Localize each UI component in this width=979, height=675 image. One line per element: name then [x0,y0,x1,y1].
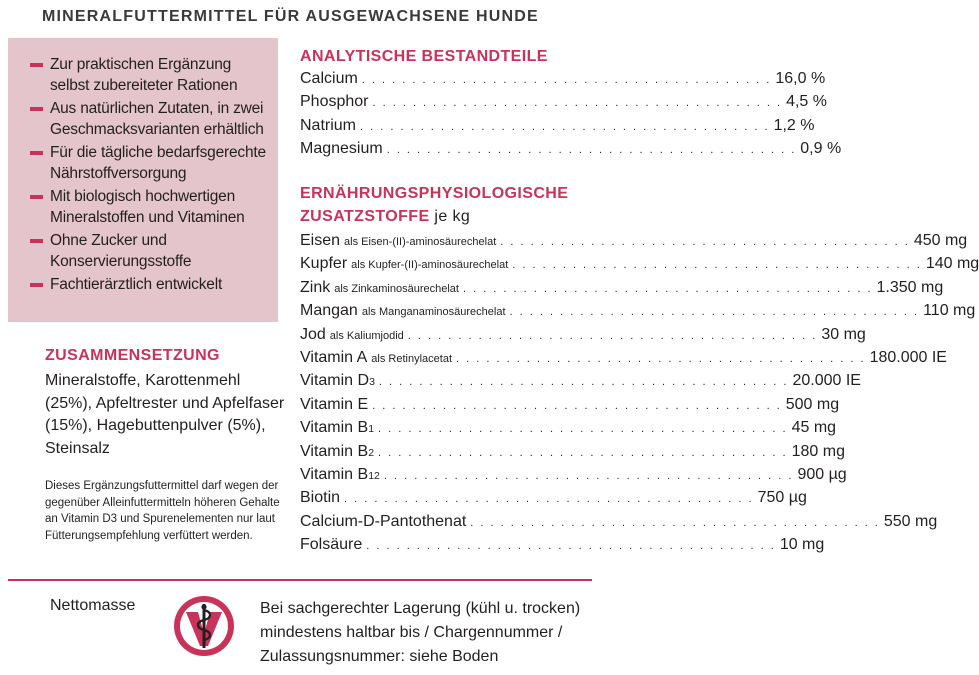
row-label [300,255,508,273]
row-label [300,489,340,507]
dot-leader: . . . . . . . . . . . . . . . . . . . . . . . . . . . . . . . . . . . . . . . . . [378,423,788,436]
row-source: als Kaliumjodid [329,329,404,342]
table-row [300,93,827,116]
additives-heading-line1: ERNÄHRUNGSPHYSIOLOGISCHE [300,185,569,202]
row-label-text: Biotin [300,489,341,507]
dot-leader: . . . . . . . . . . . . . . . . . . . . . . . . . . . . . . . . . . . . . . . . . [372,399,782,412]
dot-leader: . . . . . . . . . . . . . . . . . . . . . . . . . . . . . . . . . . . . . . . . . [456,352,866,365]
bullet-dash-icon [30,239,43,243]
page-title: MINERALFUTTERMITTEL FÜR AUSGEWACHSENE HUNDE [42,8,539,25]
row-value: 140 mg [925,255,979,273]
dot-leader: . . . . . . . . . . . . . . . . . . . . . . . . . . . . . . . . . . . . . . . . . [366,540,776,553]
row-label-text: Magnesium [300,140,383,158]
composition-text: Mineralstoffe, Karottenmehl (25%), Apfeltrester und Apfelfaser (15%), Hagebuttenpulver (5%), Steinsalz [45,372,285,457]
row-value: 20.000 IE [792,372,861,390]
row-label-subscript: 12 [368,469,380,482]
table-row [300,512,938,536]
row-label-text: Eisen [300,232,341,249]
row-label [300,302,506,320]
additives-table [300,232,979,559]
feature-item [30,142,272,184]
row-label [300,279,459,297]
feature-text: Ohne Zucker und Konservierungsstoffe [50,232,192,270]
row-label [300,372,375,390]
bullet-dash-icon [30,283,43,287]
row-value: 180 mg [791,442,845,460]
row-value: 110 mg [923,302,976,320]
row-label-text: Folsäure [300,536,363,554]
dot-leader: . . . . . . . . . . . . . . . . . . . . . . . . . . . . . . . . . . . . . . . . . [512,259,922,272]
row-label [300,466,380,484]
row-source: als Zinkaminosäurechelat [334,282,459,295]
row-label-subscript: 3 [369,376,375,389]
table-row [300,489,807,512]
feature-text: Zur praktischen Ergänzung selbst zubereiteter Rationen [50,56,238,94]
feature-item [30,274,272,295]
row-label-text: Phosphor [300,93,369,111]
dot-leader: . . . . . . . . . . . . . . . . . . . . . . . . . . . . . . . . . . . . . . . . . [372,97,783,110]
additives-unit-note: je kg [434,208,471,225]
row-label [300,536,362,554]
row-value: 0,9 % [800,140,842,158]
table-row [300,255,979,278]
footer-divider [8,579,592,581]
row-label-text: Vitamin B [300,465,369,483]
composition-heading: ZUSAMMENSETZUNG [45,347,220,364]
table-row [300,278,944,302]
row-value: 750 µg [757,489,807,507]
feature-text: Fachtierärztlich entwickelt [50,276,223,293]
table-row [300,348,947,372]
row-label-subscript: 1 [368,423,375,436]
features-panel [8,38,278,322]
row-label-text: Vitamin E [300,395,369,413]
dot-leader: . . . . . . . . . . . . . . . . . . . . . . . . . . . . . . . . . . . . . . . . . [462,282,873,295]
row-value: 45 mg [791,419,837,437]
table-row [300,302,976,325]
row-label-subscript: 2 [368,446,375,459]
row-value: 16,0 % [775,70,826,87]
feature-item [30,98,272,140]
row-label [300,513,466,531]
row-label [300,419,374,437]
dot-leader: . . . . . . . . . . . . . . . . . . . . . . . . . . . . . . . . . . . . . . . . . [386,144,797,157]
table-row [300,465,847,489]
row-value: 500 mg [785,395,840,413]
row-value: 4,5 % [786,93,827,111]
dot-leader: . . . . . . . . . . . . . . . . . . . . . . . . . . . . . . . . . . . . . . . . . [344,493,754,506]
table-row [300,419,837,442]
row-value: 10 mg [779,536,825,554]
row-source: als Manganaminosäurechelat [361,306,506,319]
dot-leader: . . . . . . . . . . . . . . . . . . . . . . . . . . . . . . . . . . . . . . . . . [378,446,788,459]
feature-item [30,54,272,96]
row-source: als Retinylacetat [371,352,453,365]
additives-heading [300,182,568,228]
composition-note: Dieses Ergänzungsfuttermittel darf wegen der gegenüber Alleinfuttermitteln höheren Gehalte an Vitamin D3 und Spurenelementen nur laut Fütterungsempfehlung verfüttert werden. [45,480,280,542]
row-value: 900 µg [797,465,847,483]
row-label-text: Zink [300,278,331,296]
row-label-text: Jod [300,325,326,343]
row-value: 1.350 mg [876,278,944,296]
bullet-dash-icon [30,151,43,155]
row-label-text: Calcium-D-Pantothenat [300,512,467,530]
row-label-text: Vitamin D [300,372,370,390]
bullet-dash-icon [30,195,43,199]
row-label [300,93,369,111]
row-value: 30 mg [821,325,866,343]
row-label-text: Vitamin B [300,419,369,437]
dot-leader: . . . . . . . . . . . . . . . . . . . . . . . . . . . . . . . . . . . . . . . . . [360,120,770,133]
feature-list [8,38,278,295]
analytical-heading: ANALYTISCHE BESTANDTEILE [300,48,548,65]
row-label-text: Kupfer [300,255,348,273]
row-label-text: Vitamin B [300,442,369,460]
dot-leader: . . . . . . . . . . . . . . . . . . . . . . . . . . . . . . . . . . . . . . . . . [509,306,920,319]
row-label [300,70,358,88]
row-label-text: Mangan [300,302,358,320]
table-row [300,372,861,395]
row-label [300,349,452,367]
row-label-text: Natrium [300,116,357,134]
row-label [300,443,374,461]
table-row [300,442,845,466]
dot-leader: . . . . . . . . . . . . . . . . . . . . . . . . . . . . . . . . . . . . . . . . . [383,469,794,482]
row-label-text: Calcium [300,70,358,87]
analytical-table [300,70,842,164]
dot-leader: . . . . . . . . . . . . . . . . . . . . . . . . . . . . . . . . . . . . . . . . . [470,516,880,529]
row-value: 1,2 % [773,116,815,134]
dot-leader: . . . . . . . . . . . . . . . . . . . . . . . . . . . . . . . . . . . . . . . . . [407,329,818,342]
feature-text: Mit biologisch hochwertigen Mineralstoffen und Vitaminen [50,188,245,226]
net-weight-label: Nettomasse [50,597,136,614]
table-row [300,140,842,163]
feature-item [30,230,272,272]
veterinary-v-logo-icon [172,594,236,658]
row-value: 180.000 IE [869,348,947,366]
bullet-dash-icon [30,63,43,67]
feature-text: Für die tägliche bedarfsgerechte Nährstoffversorgung [50,144,266,182]
dot-leader: . . . . . . . . . . . . . . . . . . . . . . . . . . . . . . . . . . . . . . . . . [378,376,789,389]
table-row [300,325,866,349]
dot-leader: . . . . . . . . . . . . . . . . . . . . . . . . . . . . . . . . . . . . . . . . . [500,236,910,248]
table-row [300,536,825,559]
table-row [300,395,840,419]
table-row [300,70,826,93]
row-value: 550 mg [883,512,938,530]
row-value: 450 mg [913,232,968,249]
feature-item [30,186,272,228]
row-label [300,140,383,158]
storage-text: Bei sachgerechter Lagerung (kühl u. trocken) mindestens haltbar bis / Chargennummer / Zulassungsnummer: siehe Boden [260,600,581,665]
row-label [300,396,368,414]
additives-heading-line2: ZUSATZSTOFFE [300,208,430,225]
row-label [300,326,404,344]
table-row [300,116,815,140]
feature-text: Aus natürlichen Zutaten, in zwei Geschmacksvarianten erhältlich [50,100,264,138]
table-row [300,232,968,255]
bullet-dash-icon [30,107,43,111]
row-label-text: Vitamin A [300,348,368,366]
dot-leader: . . . . . . . . . . . . . . . . . . . . . . . . . . . . . . . . . . . . . . . . . [361,74,772,86]
row-label [300,232,496,250]
row-label [300,117,356,135]
row-source: als Eisen-(II)-aminosäurechelat [344,236,497,248]
row-source: als Kupfer-(II)-aminosäurechelat [351,259,509,272]
